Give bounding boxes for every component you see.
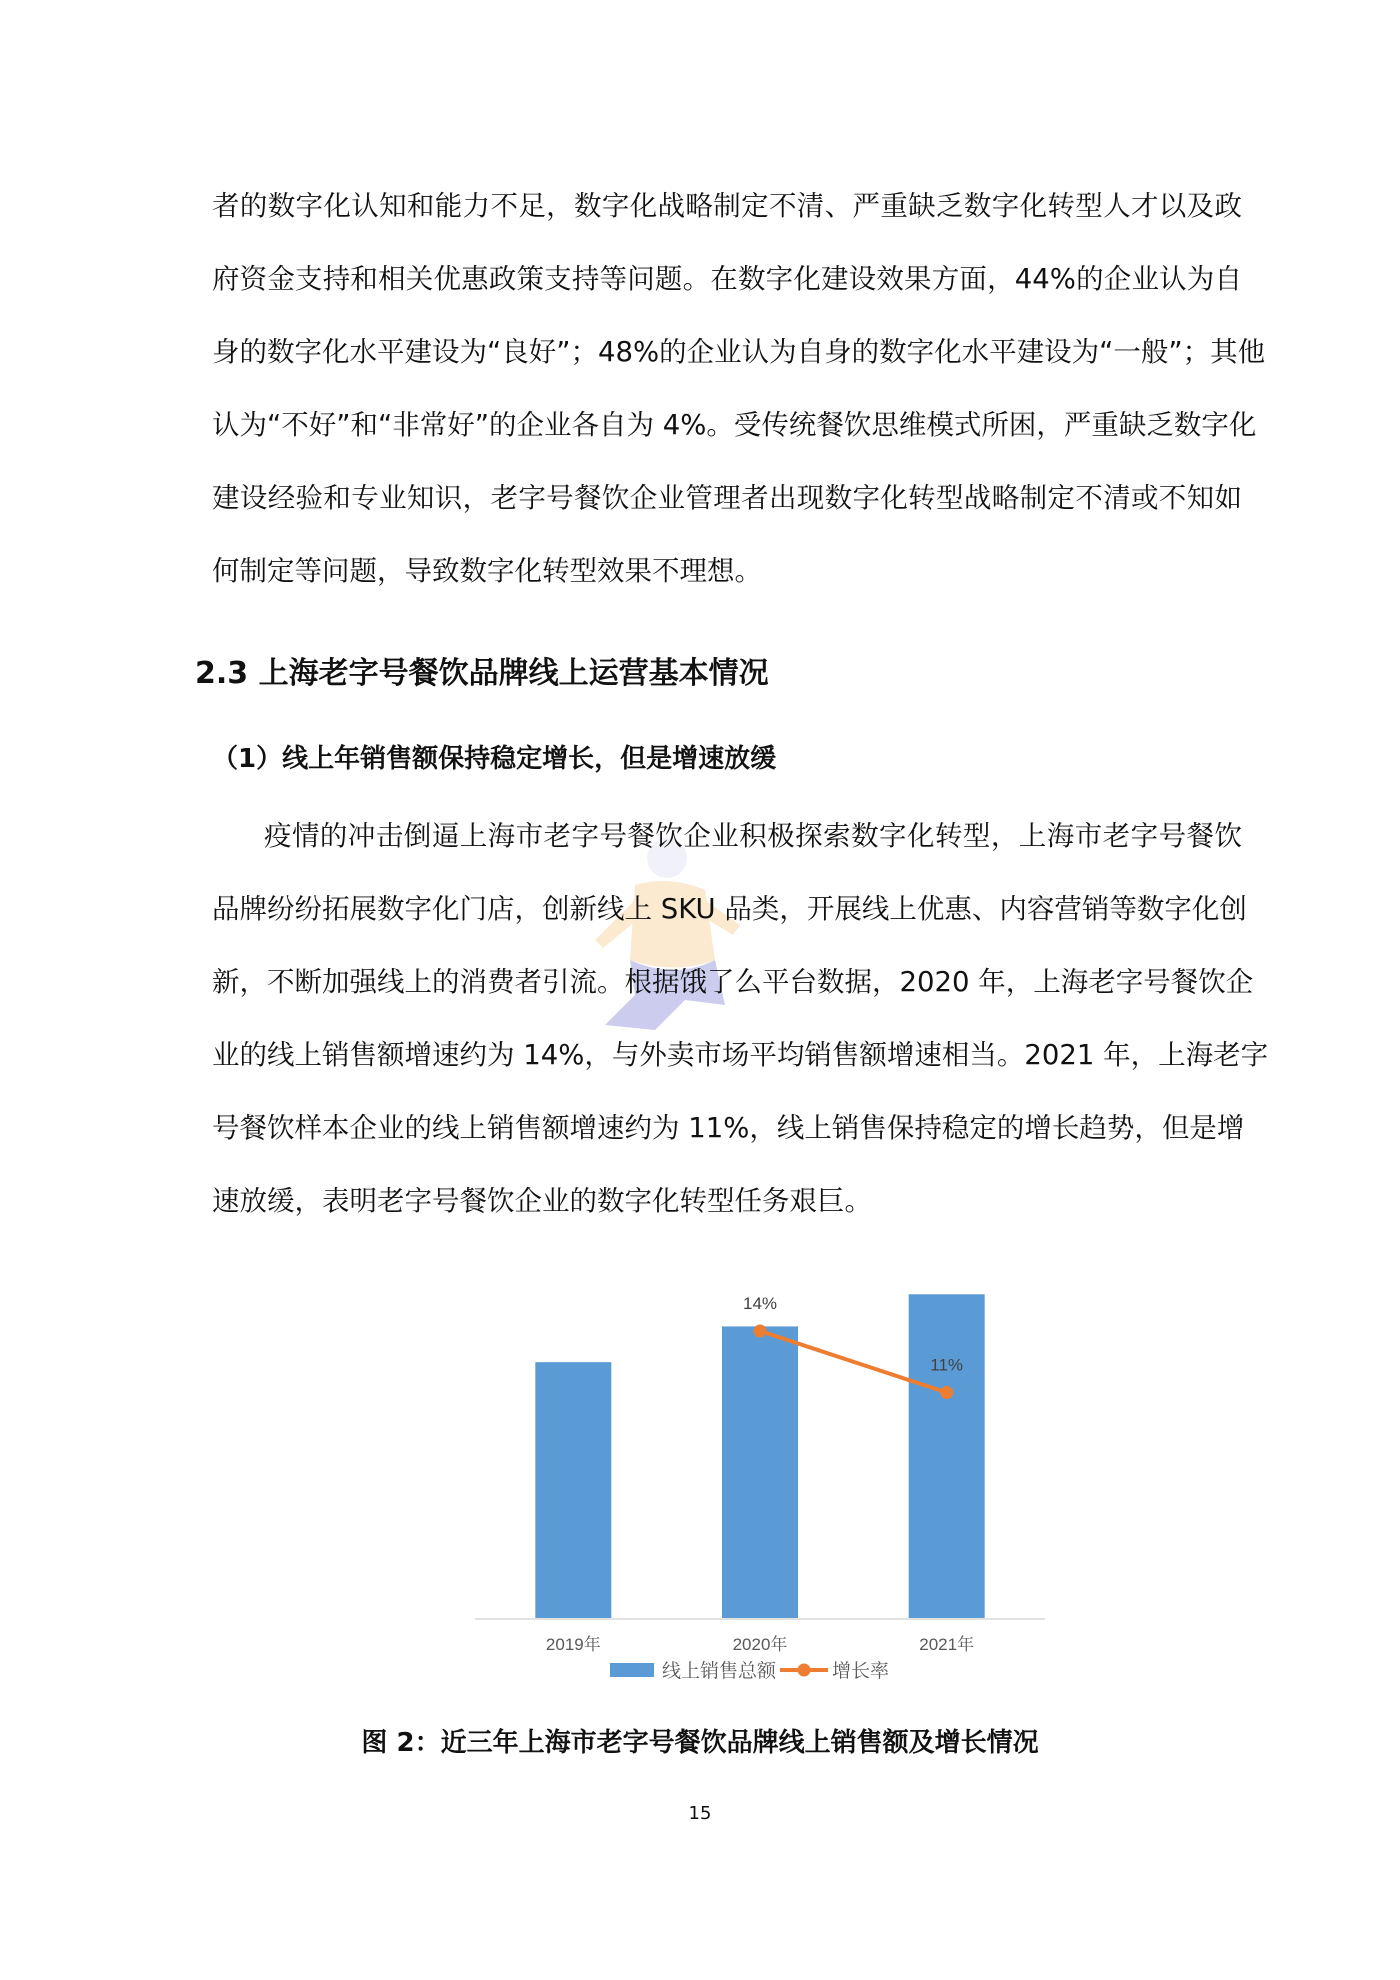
legend-swatch-marker [798, 1664, 811, 1677]
growth-rate-point [754, 1325, 767, 1338]
legend-swatch-bars [610, 1663, 654, 1677]
data-label: 14% [742, 1294, 778, 1313]
paragraph-line: 业的线上销售额增速约为 14%，与外卖市场平均销售额增速相当。2021 年，上海老字 [212, 1039, 1269, 1071]
section-heading: 2.3 上海老字号餐饮品牌线上运营基本情况 [195, 656, 769, 691]
paragraph-line: 品牌纷纷拓展数字化门店，创新线上 SKU 品类，开展线上优惠、内容营销等数字化创 [212, 893, 1247, 925]
paragraph-line: 疫情的冲击倒逼上海市老字号餐饮企业积极探索数字化转型，上海市老字号餐饮 [264, 820, 1242, 852]
paragraph-line: 府资金支持和相关优惠政策支持等问题。在数字化建设效果方面，44%的企业认为自 [212, 263, 1242, 295]
paragraph-line: 新，不断加强线上的消费者引流。根据饿了么平台数据，2020 年，上海老字号餐饮企 [212, 966, 1254, 998]
paragraph-line: 认为“不好”和“非常好”的企业各自为 4%。受传统餐饮思维模式所困，严重缺乏数字化 [212, 409, 1257, 441]
paragraph-line: 者的数字化认知和能力不足，数字化战略制定不清、严重缺乏数字化转型人才以及政 [212, 190, 1242, 222]
subsection-heading: （1）线上年销售额保持稳定增长，但是增速放缓 [212, 744, 777, 774]
data-label: 11% [930, 1355, 964, 1375]
page-number: 15 [688, 1803, 712, 1824]
legend-label-bars: 线上销售总额 [662, 1660, 777, 1682]
x-tick-label: 2021年 [919, 1635, 975, 1654]
bar-2 [909, 1294, 985, 1618]
body-paragraph-2 [212, 800, 1269, 1238]
paragraph-line: 号餐饮样本企业的线上销售额增速约为 11%，线上销售保持稳定的增长趋势，但是增 [212, 1112, 1245, 1144]
bar-1 [722, 1326, 798, 1618]
figure-caption: 图 2：近三年上海市老字号餐饮品牌线上销售额及增长情况 [361, 1728, 1039, 1758]
legend-label-line: 增长率 [832, 1660, 890, 1682]
paragraph-line: 速放缓，表明老字号餐饮企业的数字化转型任务艰巨。 [212, 1185, 872, 1217]
growth-rate-point [940, 1386, 953, 1399]
x-tick-label: 2019年 [545, 1635, 601, 1654]
x-tick-label: 2020年 [732, 1635, 788, 1654]
chart-canvas [460, 1250, 1060, 1710]
body-paragraph-1 [212, 170, 1266, 608]
paragraph-line: 何制定等问题，导致数字化转型效果不理想。 [212, 555, 762, 587]
bar-0 [535, 1362, 611, 1618]
paragraph-line: 建设经验和专业知识，老字号餐饮企业管理者出现数字化转型战略制定不清或不知如 [212, 482, 1242, 514]
paragraph-line: 身的数字化水平建设为“良好”；48%的企业认为自身的数字化水平建设为“一般”；其他 [212, 336, 1266, 368]
sales-growth-chart [460, 1250, 1060, 1710]
